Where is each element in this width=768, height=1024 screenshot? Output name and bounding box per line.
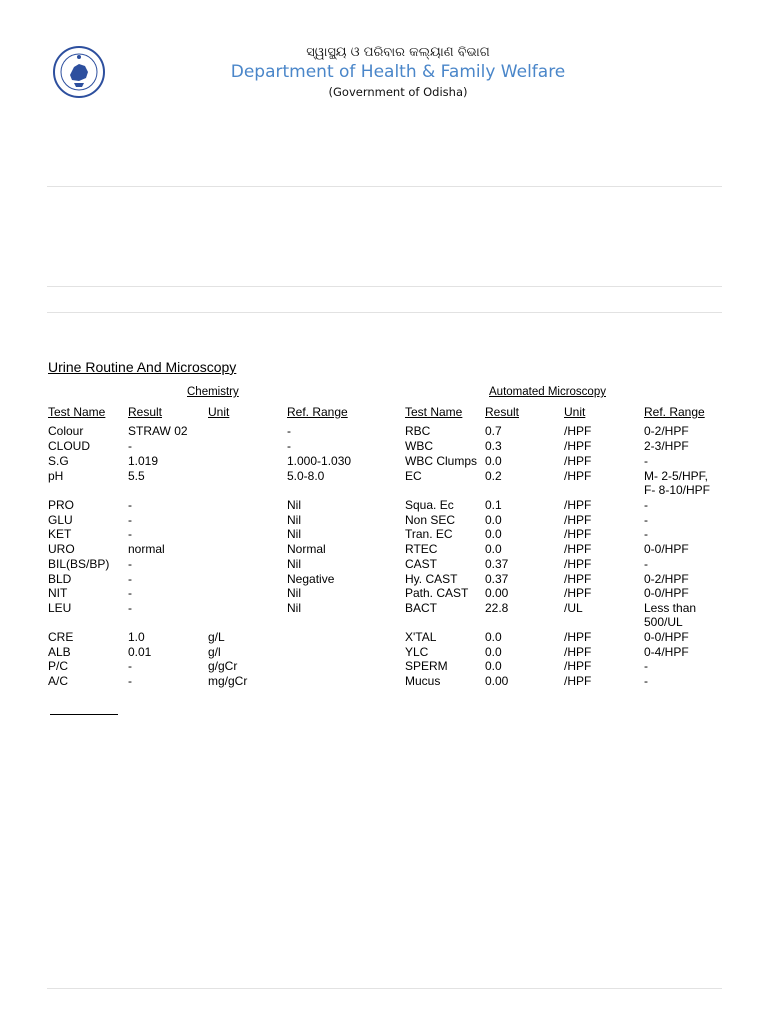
micro-ref-range-cell: 0-0/HPF xyxy=(644,630,689,644)
micro-unit-cell: /HPF xyxy=(564,469,592,483)
chem-ref-range-cell: Normal xyxy=(287,542,326,556)
chem-test-name-cell: A/C xyxy=(48,674,69,688)
chem-ref-range-cell: Nil xyxy=(287,498,301,512)
divider xyxy=(47,186,722,187)
chem-result-cell: STRAW 02 xyxy=(128,424,188,438)
micro-test-name-cell: YLC xyxy=(405,645,429,659)
chem-result-cell: - xyxy=(128,513,132,527)
micro-unit-cell: /HPF xyxy=(564,557,592,571)
divider xyxy=(47,988,722,989)
micro-result-cell: 0.0 xyxy=(485,645,502,659)
micro-result-cell: 0.0 xyxy=(485,513,502,527)
chem-ref-range-cell: Negative xyxy=(287,572,335,586)
chem-test-name-cell: CLOUD xyxy=(48,439,91,453)
micro-result-cell: 0.1 xyxy=(485,498,502,512)
chem-test-name-cell: P/C xyxy=(48,659,69,673)
micro-test-name-cell: RTEC xyxy=(405,542,438,556)
micro-unit-cell: /UL xyxy=(564,601,583,615)
chem-ref-range-cell: Nil xyxy=(287,557,301,571)
micro-result-cell: 22.8 xyxy=(485,601,509,615)
micro-test-name-cell: Path. CAST xyxy=(405,586,469,600)
chem-result-cell: 1.019 xyxy=(128,454,159,468)
micro-unit-cell: /HPF xyxy=(564,586,592,600)
micro-test-name-cell: BACT xyxy=(405,601,438,615)
micro-col-unit: Unit xyxy=(564,405,586,419)
micro-unit-cell: /HPF xyxy=(564,513,592,527)
chem-result-cell: - xyxy=(128,674,132,688)
chem-col-result: Result xyxy=(128,405,163,419)
micro-unit-cell: /HPF xyxy=(564,498,592,512)
chem-test-name-cell: CRE xyxy=(48,630,74,644)
micro-test-name-cell: WBC Clumps xyxy=(405,454,478,468)
chem-result-cell: - xyxy=(128,659,132,673)
micro-unit-cell: /HPF xyxy=(564,542,592,556)
chem-col-test-name: Test Name xyxy=(48,405,106,419)
micro-test-name-cell: Hy. CAST xyxy=(405,572,458,586)
chem-result-cell: 1.0 xyxy=(128,630,145,644)
chem-unit-cell: g/L xyxy=(208,630,225,644)
micro-ref-range-cell: 500/UL xyxy=(644,615,683,629)
micro-result-cell: 0.3 xyxy=(485,439,502,453)
micro-ref-range-cell: - xyxy=(644,498,648,512)
chem-result-cell: - xyxy=(128,601,132,615)
chem-test-name-cell: NIT xyxy=(48,586,68,600)
chem-test-name-cell: Colour xyxy=(48,424,84,438)
chem-ref-range-cell: 1.000-1.030 xyxy=(287,454,352,468)
chem-test-name-cell: LEU xyxy=(48,601,72,615)
chem-test-name-cell: KET xyxy=(48,527,72,541)
micro-test-name-cell: SPERM xyxy=(405,659,448,673)
micro-unit-cell: /HPF xyxy=(564,630,592,644)
chem-ref-range-cell: Nil xyxy=(287,513,301,527)
micro-test-name-cell: X'TAL xyxy=(405,630,437,644)
micro-ref-range-cell: 0-0/HPF xyxy=(644,542,689,556)
chem-ref-range-cell: 5.0-8.0 xyxy=(287,469,325,483)
micro-result-cell: 0.00 xyxy=(485,674,509,688)
micro-ref-range-cell: 0-2/HPF xyxy=(644,424,689,438)
micro-test-name-cell: Tran. EC xyxy=(405,527,453,541)
chem-unit-cell: mg/gCr xyxy=(208,674,248,688)
micro-result-cell: 0.0 xyxy=(485,659,502,673)
micro-ref-range-cell: - xyxy=(644,557,648,571)
divider xyxy=(47,286,722,287)
report-title: Urine Routine And Microscopy xyxy=(48,359,237,375)
micro-result-cell: 0.2 xyxy=(485,469,502,483)
chem-test-name-cell: GLU xyxy=(48,513,73,527)
chem-ref-range-cell: Nil xyxy=(287,586,301,600)
micro-ref-range-cell: - xyxy=(644,527,648,541)
micro-ref-range-cell: - xyxy=(644,513,648,527)
chem-test-name-cell: S.G xyxy=(48,454,69,468)
signature-line xyxy=(50,714,118,715)
micro-unit-cell: /HPF xyxy=(564,674,592,688)
micro-ref-range-cell: - xyxy=(644,659,648,673)
micro-result-cell: 0.7 xyxy=(485,424,502,438)
government-subtitle: (Government of Odisha) xyxy=(328,85,468,99)
chem-result-cell: normal xyxy=(128,542,165,556)
chem-result-cell: - xyxy=(128,572,132,586)
chem-test-name-cell: URO xyxy=(48,542,75,556)
chem-ref-range-cell: Nil xyxy=(287,601,301,615)
micro-unit-cell: /HPF xyxy=(564,424,592,438)
micro-unit-cell: /HPF xyxy=(564,645,592,659)
chem-ref-range-cell: - xyxy=(287,424,291,438)
micro-test-name-cell: Non SEC xyxy=(405,513,456,527)
micro-test-name-cell: Squa. Ec xyxy=(405,498,454,512)
chem-result-cell: 0.01 xyxy=(128,645,152,659)
chemistry-heading: Chemistry xyxy=(187,386,239,398)
micro-test-name-cell: RBC xyxy=(405,424,431,438)
micro-col-result: Result xyxy=(485,405,520,419)
micro-ref-range-cell: - xyxy=(644,454,648,468)
chem-test-name-cell: BIL(BS/BP) xyxy=(48,557,110,571)
chem-unit-cell: g/gCr xyxy=(208,659,238,673)
micro-test-name-cell: WBC xyxy=(405,439,433,453)
micro-ref-range-cell: 0-4/HPF xyxy=(644,645,689,659)
micro-result-cell: 0.0 xyxy=(485,542,502,556)
chem-test-name-cell: BLD xyxy=(48,572,72,586)
micro-unit-cell: /HPF xyxy=(564,659,592,673)
chem-result-cell: - xyxy=(128,498,132,512)
department-title-odia: ସ୍ୱାସ୍ଥ୍ୟ ଓ ପରିବାର କଲ୍ୟାଣ ବିଭାଗ xyxy=(306,45,490,60)
chem-result-cell: - xyxy=(128,557,132,571)
micro-result-cell: 0.37 xyxy=(485,572,509,586)
chem-result-cell: - xyxy=(128,527,132,541)
chem-col-ref-range: Ref. Range xyxy=(287,405,348,419)
chem-col-unit: Unit xyxy=(208,405,230,419)
chem-result-cell: 5.5 xyxy=(128,469,145,483)
micro-ref-range-cell: F- 8-10/HPF xyxy=(644,483,711,497)
micro-ref-range-cell: 2-3/HPF xyxy=(644,439,689,453)
micro-ref-range-cell: M- 2-5/HPF, xyxy=(644,469,709,483)
micro-unit-cell: /HPF xyxy=(564,454,592,468)
micro-result-cell: 0.37 xyxy=(485,557,509,571)
chem-result-cell: - xyxy=(128,439,132,453)
chem-test-name-cell: PRO xyxy=(48,498,75,512)
micro-test-name-cell: EC xyxy=(405,469,422,483)
micro-result-cell: 0.0 xyxy=(485,630,502,644)
chem-ref-range-cell: - xyxy=(287,439,291,453)
micro-unit-cell: /HPF xyxy=(564,527,592,541)
divider xyxy=(47,312,722,313)
micro-unit-cell: /HPF xyxy=(564,572,592,586)
microscopy-heading: Automated Microscopy xyxy=(489,386,606,398)
micro-unit-cell: /HPF xyxy=(564,439,592,453)
micro-ref-range-cell: 0-2/HPF xyxy=(644,572,689,586)
micro-test-name-cell: CAST xyxy=(405,557,438,571)
chem-test-name-cell: ALB xyxy=(48,645,71,659)
department-title: Department of Health & Family Welfare xyxy=(230,62,566,82)
micro-ref-range-cell: 0-0/HPF xyxy=(644,586,689,600)
micro-result-cell: 0.0 xyxy=(485,527,502,541)
micro-col-ref-range: Ref. Range xyxy=(644,405,705,419)
chem-test-name-cell: pH xyxy=(48,469,64,483)
micro-ref-range-cell: - xyxy=(644,674,648,688)
micro-ref-range-cell: Less than xyxy=(644,601,697,615)
micro-test-name-cell: Mucus xyxy=(405,674,441,688)
chem-result-cell: - xyxy=(128,586,132,600)
chem-unit-cell: g/l xyxy=(208,645,221,659)
micro-col-test-name: Test Name xyxy=(405,405,463,419)
chem-ref-range-cell: Nil xyxy=(287,527,301,541)
micro-result-cell: 0.00 xyxy=(485,586,509,600)
micro-result-cell: 0.0 xyxy=(485,454,502,468)
